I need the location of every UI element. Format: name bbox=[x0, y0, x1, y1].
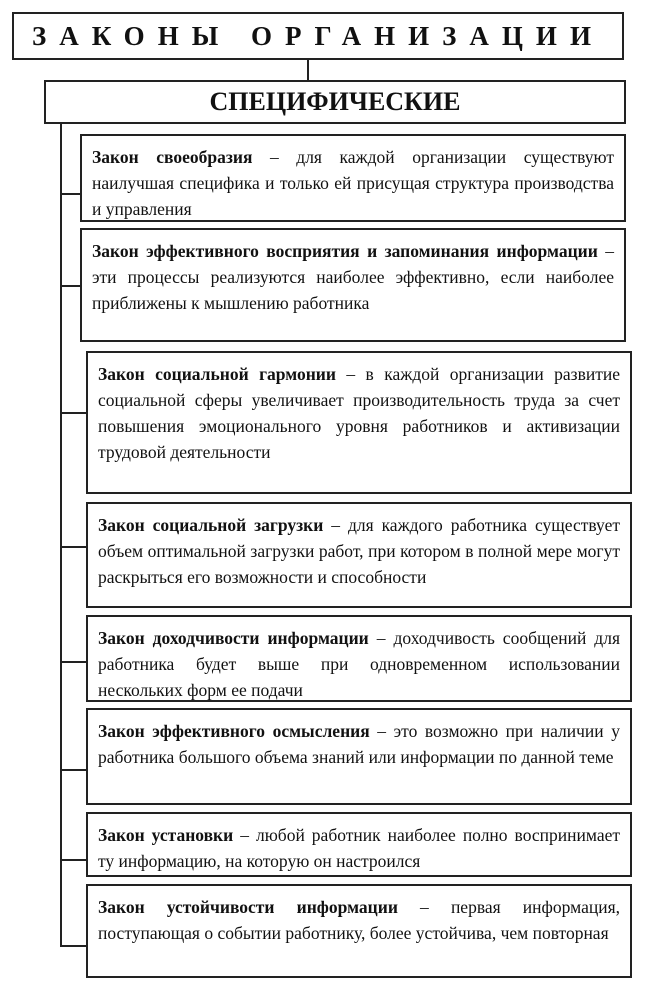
connector-branch-6 bbox=[60, 769, 86, 771]
law-box-7 bbox=[86, 812, 632, 877]
law-name: Закон своеобразия bbox=[92, 147, 253, 167]
diagram-title: ЗАКОНЫ ОРГАНИЗАЦИИ bbox=[12, 12, 624, 60]
law-text: – это возможно при наличии у работника большого объема знаний или информации по данной теме bbox=[98, 721, 620, 767]
law-name: Закон устойчивости информации bbox=[98, 897, 398, 917]
law-text: – для каждой организации существуют наилучшая специфика и только ей присущая структура производства и управления bbox=[92, 147, 614, 219]
connector-branch-2 bbox=[60, 285, 80, 287]
connector-branch-3 bbox=[60, 412, 86, 414]
law-name: Закон эффективного осмысления bbox=[98, 721, 370, 741]
law-name: Закон установки bbox=[98, 825, 234, 845]
law-name: Закон доходчивости информации bbox=[98, 628, 369, 648]
connector-branch-4 bbox=[60, 546, 86, 548]
law-text: – для каждого работника существует объем оптимальной загрузки работ, при котором в полной мере могут раскрыться его возможности и способности bbox=[98, 515, 620, 587]
connector-branch-1 bbox=[60, 193, 80, 195]
law-name: Закон эффективного восприятия и запоминания информации bbox=[92, 241, 598, 261]
law-box-2 bbox=[80, 228, 626, 342]
law-box-5 bbox=[86, 615, 632, 702]
connector-branch-8 bbox=[60, 945, 86, 947]
law-text: – эти процессы реализуются наиболее эффективно, если наиболее приближены к мышлению работника bbox=[92, 241, 615, 313]
law-box-6 bbox=[86, 708, 632, 805]
connector-branch-7 bbox=[60, 859, 86, 861]
law-name: Закон социальной гармонии bbox=[98, 364, 336, 384]
connector-branch-5 bbox=[60, 661, 86, 663]
connector-trunk bbox=[60, 124, 62, 947]
law-name: Закон социальной загрузки bbox=[98, 515, 324, 535]
law-text: – первая информация, поступающая о событии работнику, более устойчива, чем повторная bbox=[98, 897, 620, 943]
connector-title-subtitle bbox=[307, 60, 309, 80]
law-box-8 bbox=[86, 884, 632, 978]
law-text: – в каждой организации развитие социальной сферы увеличивает производительность труда за счет повышения эмоционального уровня работников и активизации трудовой деятельности bbox=[98, 364, 620, 462]
law-text: – доходчивость сообщений для работника будет выше при одновременном использовании нескольких форм ее подачи bbox=[98, 628, 620, 700]
law-text: – любой работник наиболее полно воспринимает ту информацию, на которую он настроился bbox=[98, 825, 620, 871]
category-title: СПЕЦИФИЧЕСКИЕ bbox=[44, 80, 626, 124]
law-box-1 bbox=[80, 134, 626, 222]
law-box-3 bbox=[86, 351, 632, 494]
law-box-4 bbox=[86, 502, 632, 608]
